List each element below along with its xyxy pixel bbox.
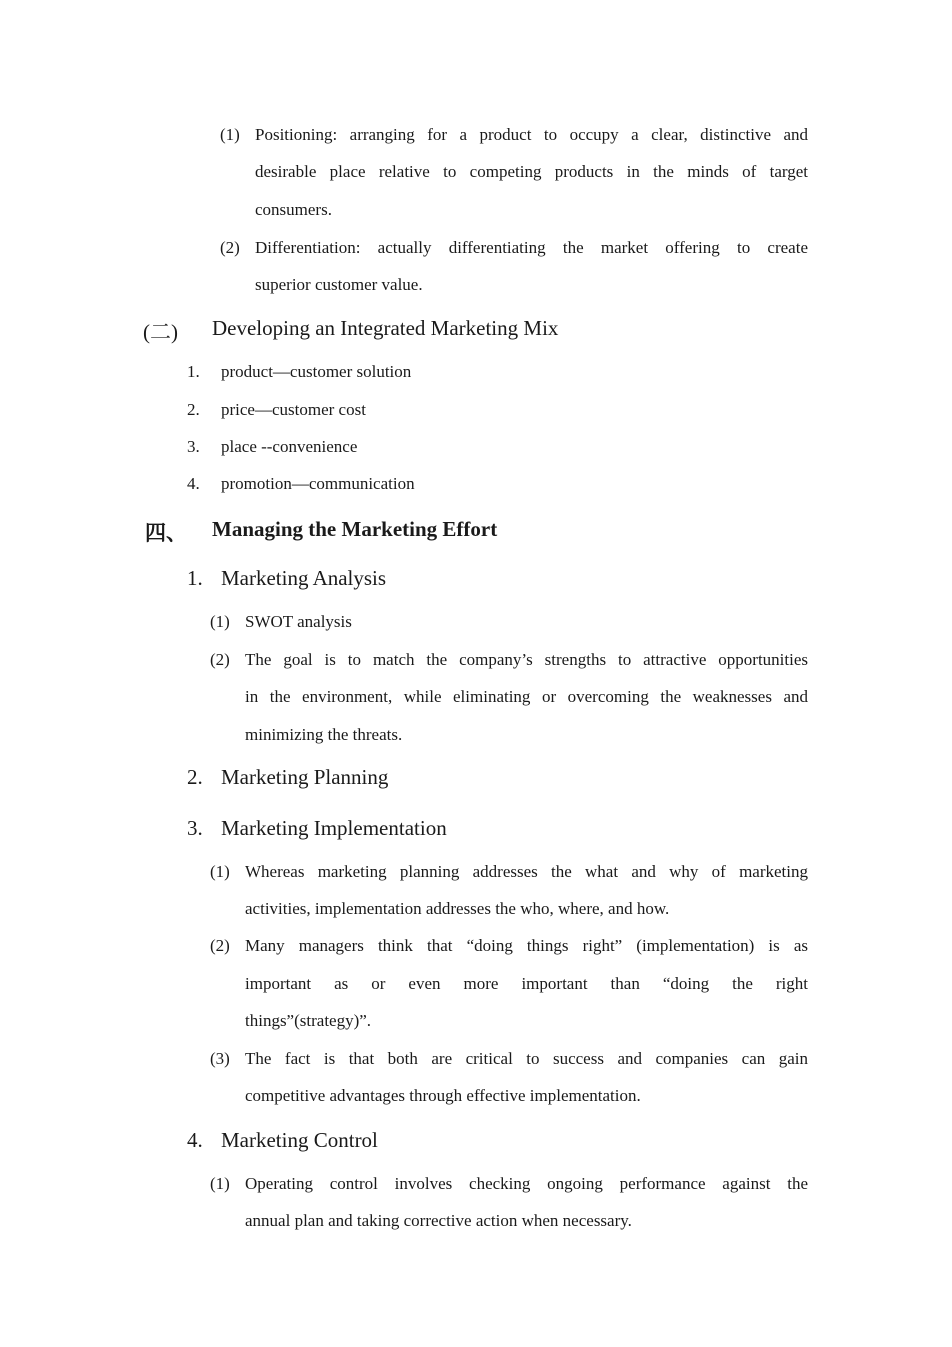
analysis-p1-text: SWOT analysis xyxy=(245,612,352,631)
implementation-p3-number: (3) xyxy=(210,1049,230,1068)
control-number: 4. xyxy=(187,1128,203,1152)
analysis-p2-line: minimizing the threats. xyxy=(245,725,403,744)
mix-item-price: price—customer cost xyxy=(221,400,366,419)
analysis-p2-line: in the environment, while eliminating or overcoming the weaknesses and xyxy=(245,687,808,706)
implementation-p2-line: Many managers think that “doing things right” (implementation) is as xyxy=(245,936,808,955)
differentiation-line: superior customer value. xyxy=(255,275,423,294)
implementation-p3-line: competitive advantages through effective implementation. xyxy=(245,1086,641,1105)
control-p1-number: (1) xyxy=(210,1174,230,1193)
mix-item-number: 3. xyxy=(187,437,200,456)
analysis-p2-line: The goal is to match the company’s strengths to attractive opportunities xyxy=(245,650,808,669)
analysis-p1-number: (1) xyxy=(210,612,230,631)
analysis-p2-number: (2) xyxy=(210,650,230,669)
implementation-p1-line: activities, implementation addresses the who, where, and how. xyxy=(245,899,670,918)
planning-title: Marketing Planning xyxy=(221,765,389,789)
implementation-p2-line: things”(strategy)”. xyxy=(245,1011,372,1030)
section4-number: 四、 xyxy=(145,521,187,545)
differentiation-line: Differentiation: actually differentiating the market offering to create xyxy=(255,238,808,257)
implementation-p3-line: The fact is that both are critical to success and companies can gain xyxy=(245,1049,808,1068)
implementation-p1-number: (1) xyxy=(210,862,230,881)
implementation-number: 3. xyxy=(187,816,203,840)
positioning-line: desirable place relative to competing products in the minds of target xyxy=(255,162,808,181)
implementation-p2-number: (2) xyxy=(210,936,230,955)
section4-title: Managing the Marketing Effort xyxy=(212,517,498,541)
control-p1-line: annual plan and taking corrective action when necessary. xyxy=(245,1211,632,1230)
mix-item-place: place --convenience xyxy=(221,437,358,456)
mix-item-product: product—customer solution xyxy=(221,362,412,381)
differentiation-number: (2) xyxy=(220,238,240,257)
section2-number: (二) xyxy=(143,320,178,344)
positioning-number: (1) xyxy=(220,125,240,144)
mix-item-number: 4. xyxy=(187,474,200,493)
planning-number: 2. xyxy=(187,765,203,789)
section2-title: Developing an Integrated Marketing Mix xyxy=(212,316,559,340)
mix-item-number: 2. xyxy=(187,400,200,419)
positioning-line: consumers. xyxy=(255,200,332,219)
control-title: Marketing Control xyxy=(221,1128,378,1152)
mix-item-number: 1. xyxy=(187,362,200,381)
implementation-p2-line: important as or even more important than “doing the right xyxy=(245,974,808,993)
implementation-p1-line: Whereas marketing planning addresses the what and why of marketing xyxy=(245,862,808,881)
analysis-title: Marketing Analysis xyxy=(221,566,387,590)
control-p1-line: Operating control involves checking ongoing performance against the xyxy=(245,1174,808,1193)
positioning-line: Positioning: arranging for a product to occupy a clear, distinctive and xyxy=(255,125,808,144)
mix-item-promotion: promotion—communication xyxy=(221,474,415,493)
implementation-title: Marketing Implementation xyxy=(221,816,447,840)
analysis-number: 1. xyxy=(187,566,203,590)
